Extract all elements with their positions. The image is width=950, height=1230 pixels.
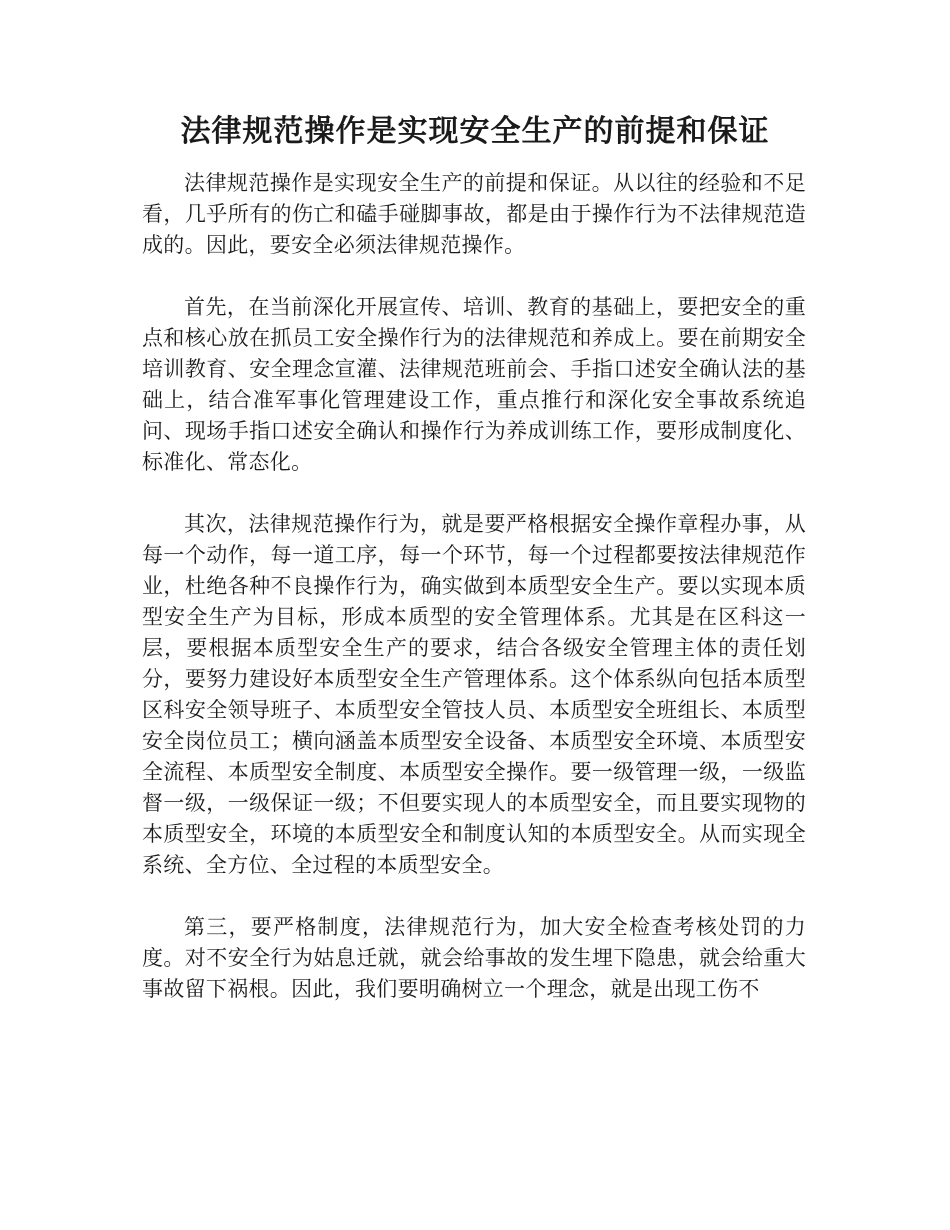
paragraph-first-point: 首先，在当前深化开展宣传、培训、教育的基础上，要把安全的重点和核心放在抓员工安全操作行为的法律规范和养成上。要在前期安全培训教育、安全理念宣灌、法律规范班前会、手指口述安全确认法的基础上，结合准军事化管理建设工作，重点推行和深化安全事故系统追问、现场手指口述安全确认和操作行为养成训练工作，要形成制度化、标准化、常态化。 xyxy=(142,295,806,474)
document-title: 法律规范操作是实现安全生产的前提和保证 xyxy=(180,114,770,149)
paragraph-intro: 法律规范操作是实现安全生产的前提和保证。从以往的经验和不足看，几乎所有的伤亡和磕手碰脚事故，都是由于操作行为不法律规范造成的。因此，要安全必须法律规范操作。 xyxy=(142,171,806,257)
paragraph-second-point: 其次，法律规范操作行为，就是要严格根据安全操作章程办事，从每一个动作，每一道工序，每一个环节，每一个过程都要按法律规范作业，杜绝各种不良操作行为，确实做到本质型安全生产。要以实现本质型安全生产为目标，形成本质型的安全管理体系。尤其是在区科这一层，要根据本质型安全生产的要求，结合各级安全管理主体的责任划分，要努力建设好本质型安全生产管理体系。这个体系纵向包括本质型区科安全领导班子、本质型安全管技人员、本质型安全班组长、本质型安全岗位员工；横向涵盖本质型安全设备、本质型安全环境、本质型安全流程、本质型安全制度、本质型安全操作。要一级管理一级，一级监督一级，一级保证一级；不但要实现人的本质型安全，而且要实现物的本质型安全，环境的本质型安全和制度认知的本质型安全。从而实现全系统、全方位、全过程的本质型安全。 xyxy=(142,512,806,877)
document-body xyxy=(142,168,806,1036)
paragraph-third-point: 第三，要严格制度，法律规范行为，加大安全检查考核处罚的力度。对不安全行为姑息迁就，就会给事故的发生埋下隐患，就会给重大事故留下祸根。因此，我们要明确树立一个理念，就是出现工伤不 xyxy=(142,915,806,1001)
